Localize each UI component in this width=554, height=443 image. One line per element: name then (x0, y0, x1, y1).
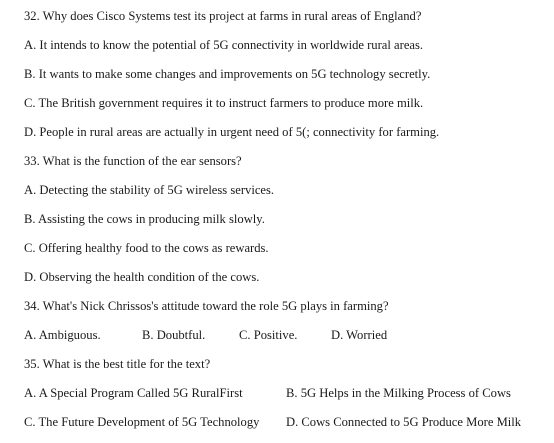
question-32-option-a: A. It intends to know the potential of 5G connectivity in worldwide rural areas. (24, 38, 424, 52)
question-35-stem: 35. What is the best title for the text? (24, 357, 211, 371)
question-32-option-c: C. The British government requires it to instruct farmers to produce more milk. (24, 96, 424, 110)
question-33-option-b: B. Assisting the cows in producing milk slowly. (24, 212, 265, 226)
question-35-option-d: D. Cows Connected to 5G Produce More Milk (286, 415, 522, 429)
question-35-options-row-1 (24, 385, 544, 401)
question-35-option-c: C. The Future Development of 5G Technology (24, 415, 260, 429)
question-33-option-d: D. Observing the health condition of the cows. (24, 270, 260, 284)
question-34-option-b: B. Doubtful. (142, 328, 206, 342)
question-35-option-b: B. 5G Helps in the Milking Process of Cows (286, 386, 511, 400)
question-33-option-c: C. Offering healthy food to the cows as rewards. (24, 241, 269, 255)
question-34-option-c: C. Positive. (239, 328, 298, 342)
question-32-stem: 32. Why does Cisco Systems test its project at farms in rural areas of England? (24, 9, 422, 23)
question-33-stem: 33. What is the function of the ear sensors? (24, 154, 242, 168)
question-35-options-row-2 (24, 414, 544, 430)
question-32-option-b: B. It wants to make some changes and improvements on 5G technology secretly. (24, 67, 431, 81)
question-34-stem: 34. What's Nick Chrissos's attitude toward the role 5G plays in farming? (24, 299, 389, 313)
question-34-options (24, 327, 524, 343)
question-34-option-a: A. Ambiguous. (24, 328, 101, 342)
question-34-option-d: D. Worried (331, 328, 388, 342)
question-35-option-a: A. A Special Program Called 5G RuralFirst (24, 386, 243, 400)
question-32-option-d: D. People in rural areas are actually in urgent need of 5(; connectivity for farming. (24, 125, 440, 139)
question-33-option-a: A. Detecting the stability of 5G wireless services. (24, 183, 275, 197)
